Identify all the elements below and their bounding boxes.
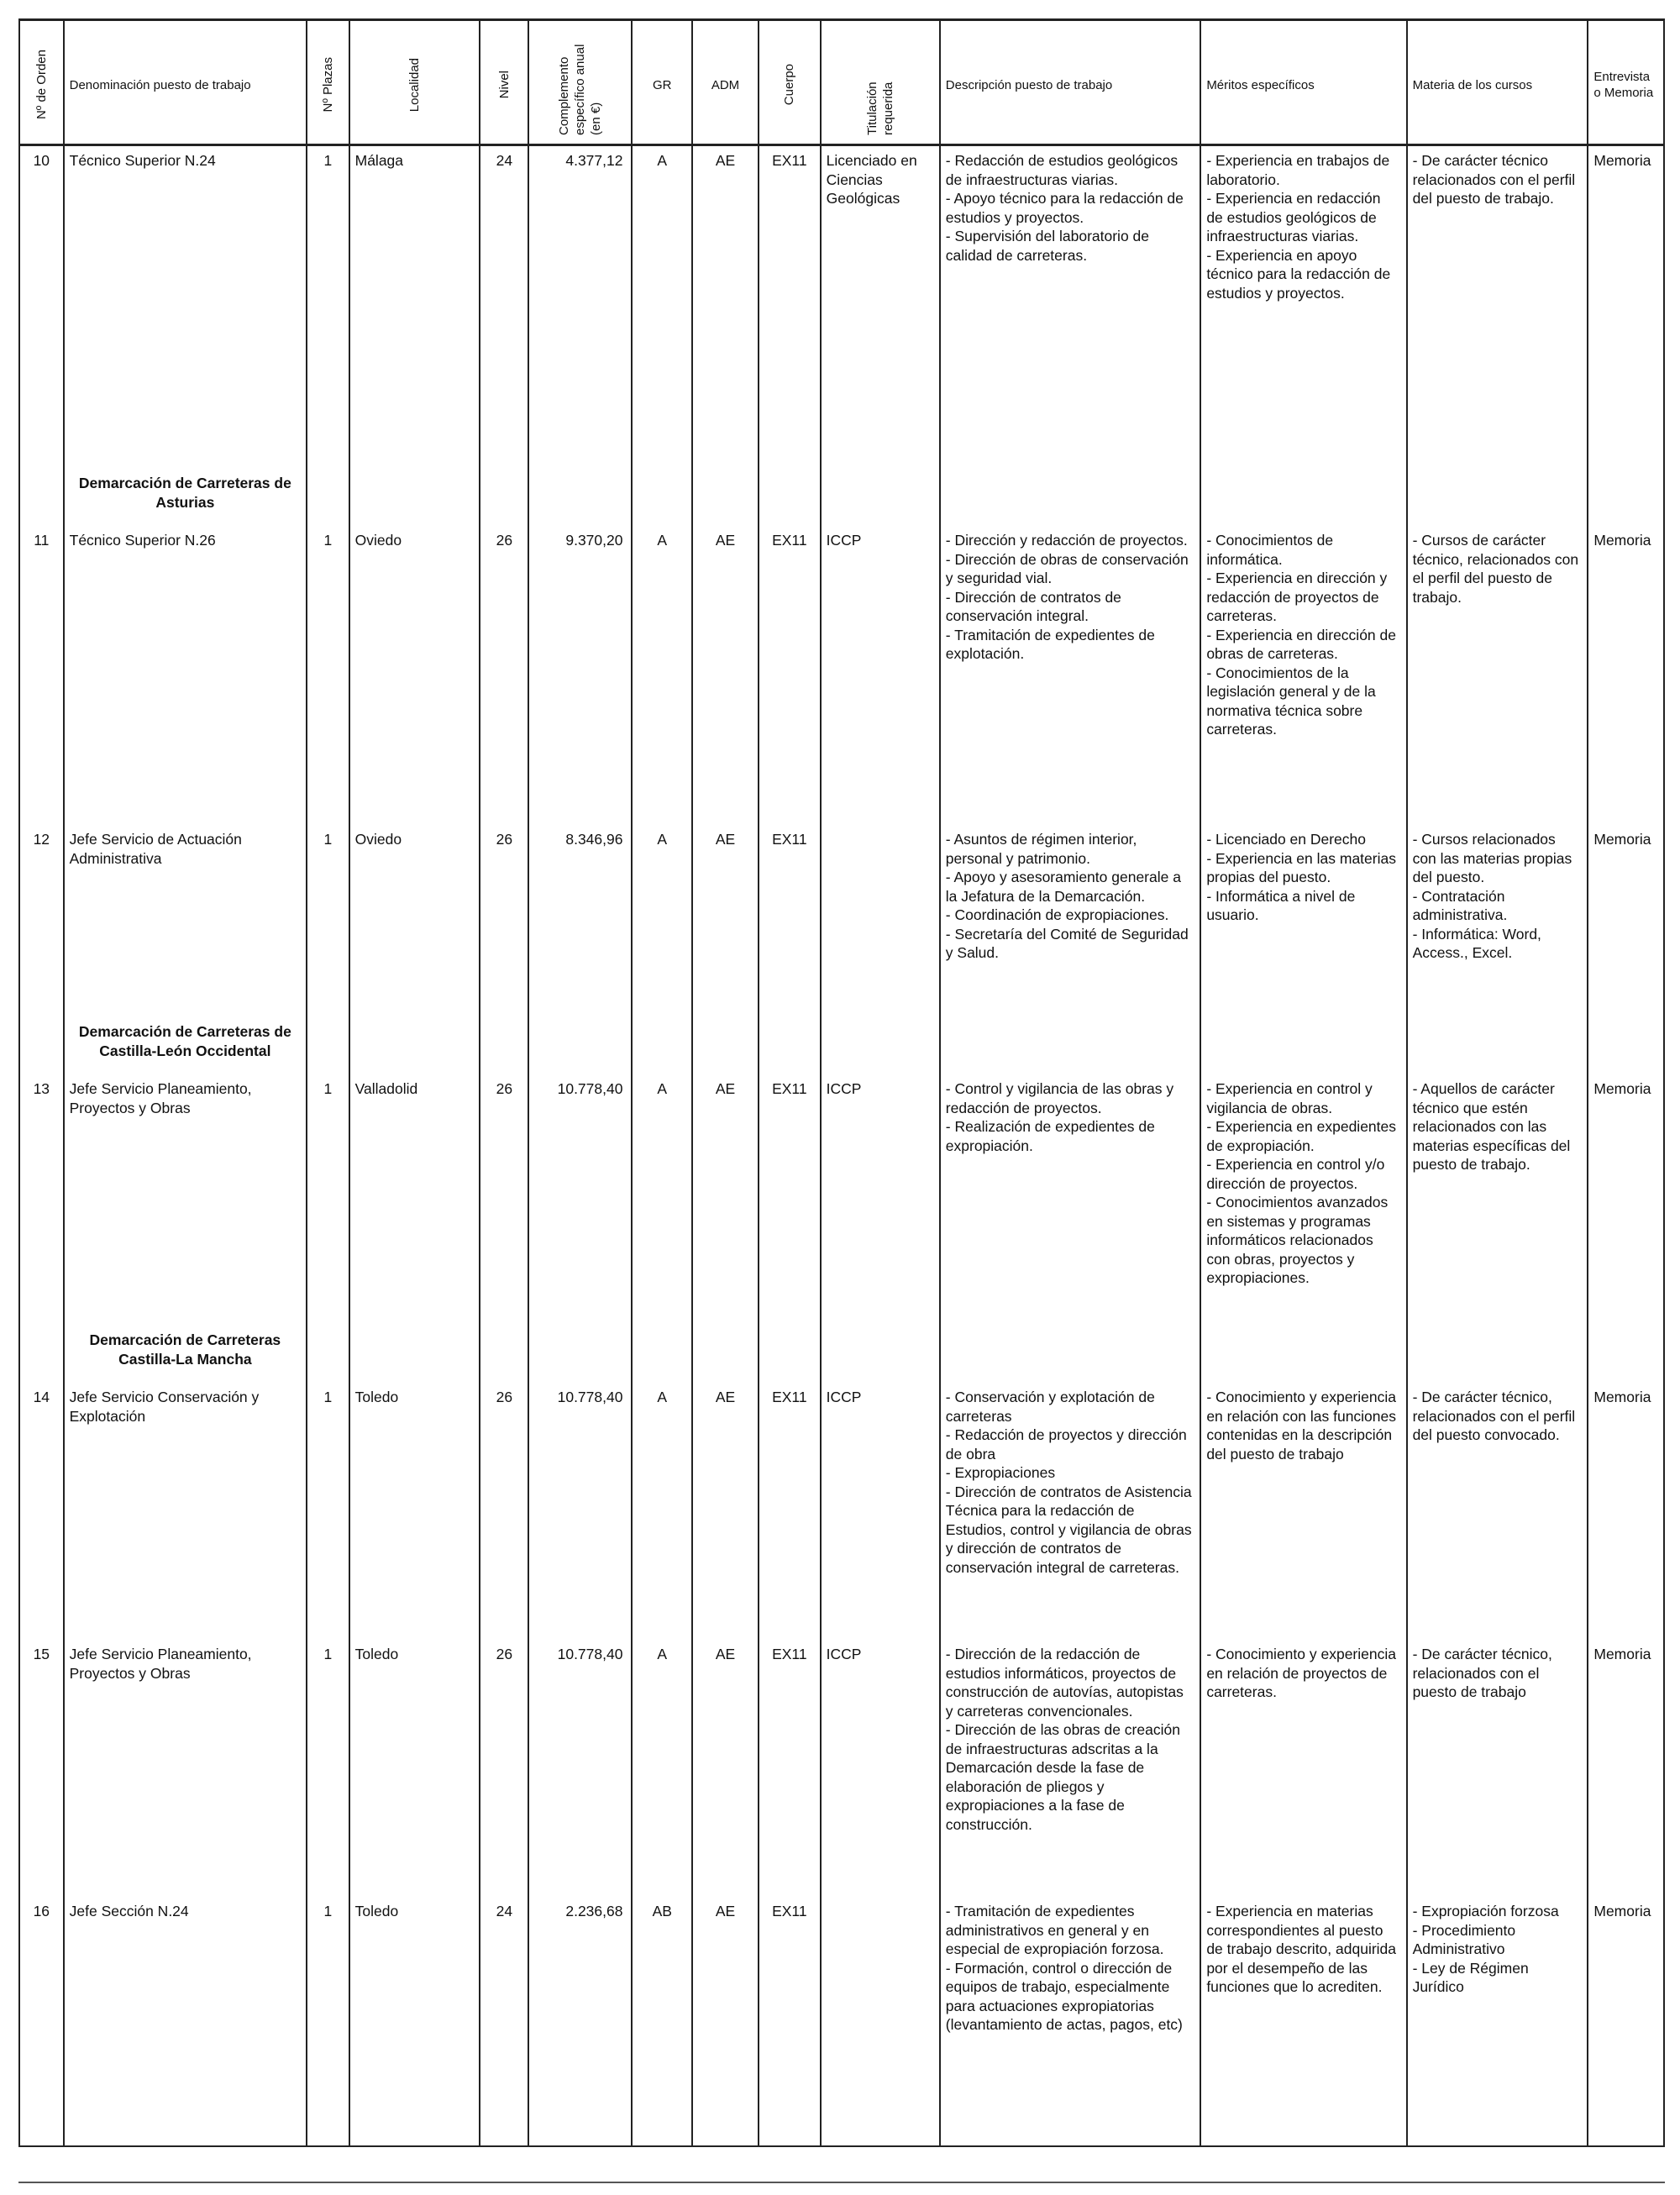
- cell-denominacion: Jefe Servicio Planeamiento, Proyectos y Obras: [64, 1074, 307, 1319]
- cell-meritos: [1200, 1897, 1406, 2146]
- table-row: [19, 1074, 1664, 1319]
- meritos-line: - Conocimientos de informática.: [1206, 532, 1334, 568]
- cell-meritos: [1200, 825, 1406, 1011]
- cell-titulacion: ICCP: [821, 526, 940, 825]
- cell-plazas: 1: [307, 1074, 349, 1319]
- cell-cuerpo: EX11: [759, 1383, 821, 1640]
- descripcion-line: - Formación, control o dirección de equipos de trabajo, especialmente para actuaciones expropiatorias (levantamiento de actas, pagos, etc): [945, 1959, 1183, 2033]
- cell-entrevista: Memoria: [1588, 526, 1664, 825]
- header-nivel: Nivel: [480, 20, 528, 145]
- cell-adm: AE: [692, 825, 759, 1011]
- cell-cuerpo: EX11: [759, 825, 821, 1011]
- cell-complemento: 4.377,12: [528, 145, 632, 463]
- descripcion-line: - Asuntos de régimen interior, personal y patrimonio.: [945, 831, 1137, 867]
- cell-nivel: 26: [480, 1074, 528, 1319]
- cell-localidad: Oviedo: [349, 526, 480, 825]
- cell-adm: AE: [692, 1074, 759, 1319]
- meritos-line: - Experiencia en redacción de estudios geológicos de infraestructuras viarias.: [1206, 190, 1381, 244]
- cell-gr: A: [632, 1640, 692, 1897]
- cell-adm: AE: [692, 1897, 759, 2146]
- table-row: [19, 825, 1664, 1011]
- cell-complemento: 2.236,68: [528, 1897, 632, 2146]
- cell-adm: AE: [692, 1383, 759, 1640]
- cell-orden: 10: [19, 145, 64, 463]
- cell-nivel: 24: [480, 145, 528, 463]
- header-entrevista: Entrevista o Memoria: [1588, 20, 1664, 145]
- cell-gr: A: [632, 1074, 692, 1319]
- cell-titulacion: ICCP: [821, 1074, 940, 1319]
- descripcion-line: - Supervisión del laboratorio de calidad de carreteras.: [945, 228, 1150, 264]
- meritos-line: - Experiencia en materias correspondientes al puesto de trabajo descrito, adquirida por el desempeño de las funciones que lo acrediten.: [1206, 1903, 1397, 1995]
- cell-plazas: 1: [307, 1383, 349, 1640]
- cell-cursos: [1407, 1897, 1588, 2146]
- cell-adm: AE: [692, 526, 759, 825]
- cell-gr: A: [632, 526, 692, 825]
- cell-complemento: 10.778,40: [528, 1640, 632, 1897]
- cell-nivel: 24: [480, 1897, 528, 2146]
- cursos-line: - Cursos de carácter técnico, relacionados con el perfil del puesto de trabajo.: [1412, 532, 1579, 606]
- cell-cuerpo: EX11: [759, 526, 821, 825]
- cell-cuerpo: EX11: [759, 1640, 821, 1897]
- cell-titulacion: ICCP: [821, 1640, 940, 1897]
- cell-gr: AB: [632, 1897, 692, 2146]
- meritos-line: - Licenciado en Derecho: [1206, 831, 1367, 848]
- cell-cursos: [1407, 1640, 1588, 1897]
- descripcion-line: - Dirección de las obras de creación de infraestructuras adscritas a la Demarcación desde la fase de elaboración de pliegos y expropiaciones a la fase de construcción.: [945, 1721, 1180, 1833]
- cell-cursos: [1407, 526, 1588, 825]
- section-row: [19, 1319, 1664, 1383]
- cell-nivel: 26: [480, 1640, 528, 1897]
- header-titulacion: Titulación requerida: [821, 20, 940, 145]
- cell-entrevista: Memoria: [1588, 1383, 1664, 1640]
- descripcion-line: - Dirección de contratos de conservación integral.: [945, 588, 1121, 624]
- header-meritos: Méritos específicos: [1200, 20, 1406, 145]
- cell-meritos: [1200, 1074, 1406, 1319]
- meritos-line: - Conocimiento y experiencia en relación de proyectos de carreteras.: [1206, 1646, 1396, 1700]
- cursos-line: - Cursos relacionados con las materias propias del puesto.: [1412, 831, 1572, 885]
- cell-descripcion: [940, 1074, 1201, 1319]
- cell-orden: 16: [19, 1897, 64, 2146]
- header-gr: GR: [632, 20, 692, 145]
- cell-adm: AE: [692, 145, 759, 463]
- meritos-line: - Experiencia en expedientes de expropiación.: [1206, 1118, 1397, 1154]
- cell-denominacion: Jefe Sección N.24: [64, 1897, 307, 2146]
- cursos-line: - Aquellos de carácter técnico que estén relacionados con las materias específicas del puesto de trabajo.: [1412, 1080, 1571, 1173]
- meritos-line: - Experiencia en dirección de obras de carreteras.: [1206, 626, 1396, 662]
- cell-localidad: Oviedo: [349, 825, 480, 1011]
- descripcion-line: - Secretaría del Comité de Seguridad y Salud.: [945, 925, 1189, 961]
- cell-complemento: 10.778,40: [528, 1074, 632, 1319]
- cell-localidad: Toledo: [349, 1897, 480, 2146]
- header-orden: Nº de Orden: [19, 20, 64, 145]
- cell-entrevista: Memoria: [1588, 825, 1664, 1011]
- descripcion-line: - Dirección y redacción de proyectos.: [945, 532, 1188, 549]
- header-localidad: Localidad: [349, 20, 480, 145]
- descripcion-line: - Tramitación de expedientes de explotación.: [945, 626, 1155, 662]
- cell-denominacion: Jefe Servicio de Actuación Administrativa: [64, 825, 307, 1011]
- cell-nivel: 26: [480, 1383, 528, 1640]
- cell-titulacion: [821, 1897, 940, 2146]
- cell-cuerpo: EX11: [759, 145, 821, 463]
- cell-meritos: [1200, 145, 1406, 463]
- table-row: [19, 1640, 1664, 1897]
- table-row: [19, 1383, 1664, 1640]
- cell-localidad: Valladolid: [349, 1074, 480, 1319]
- cursos-line: - De carácter técnico, relacionados con el perfil del puesto convocado.: [1412, 1389, 1576, 1443]
- cursos-line: - De carácter técnico, relacionados con el puesto de trabajo: [1412, 1646, 1552, 1700]
- meritos-line: - Informática a nivel de usuario.: [1206, 887, 1356, 923]
- cell-titulacion: ICCP: [821, 1383, 940, 1640]
- header-adm: ADM: [692, 20, 759, 145]
- table-header: [19, 20, 1664, 145]
- cell-cursos: [1407, 1383, 1588, 1640]
- header-descripcion: Descripción puesto de trabajo: [940, 20, 1201, 145]
- descripcion-line: - Tramitación de expedientes administrativos en general y en especial de expropiación forzosa.: [945, 1903, 1164, 1957]
- section-heading: Demarcación de Carreteras Castilla-La Mancha: [89, 1331, 281, 1368]
- descripcion-line: - Dirección de obras de conservación y seguridad vial.: [945, 550, 1189, 586]
- cell-orden: 13: [19, 1074, 64, 1319]
- cell-titulacion: Licenciado en Ciencias Geológicas: [821, 145, 940, 463]
- meritos-line: - Conocimientos avanzados en sistemas y programas informáticos relacionados con obras, proyectos y expropiaciones.: [1206, 1194, 1389, 1286]
- cell-plazas: 1: [307, 145, 349, 463]
- descripcion-line: - Dirección de la redacción de estudios informáticos, proyectos de construcción de autovías, autopistas y carreteras convencionales.: [945, 1646, 1184, 1720]
- cell-entrevista: Memoria: [1588, 1897, 1664, 2146]
- section-heading: Demarcación de Carreteras de Castilla-León Occidental: [78, 1023, 291, 1059]
- cell-cursos: [1407, 825, 1588, 1011]
- cell-meritos: [1200, 526, 1406, 825]
- cell-descripcion: [940, 145, 1201, 463]
- cell-complemento: 10.778,40: [528, 1383, 632, 1640]
- cell-localidad: Toledo: [349, 1383, 480, 1640]
- cell-entrevista: Memoria: [1588, 1640, 1664, 1897]
- cell-titulacion: [821, 825, 940, 1011]
- meritos-line: - Experiencia en apoyo técnico para la redacción de estudios y proyectos.: [1206, 246, 1391, 302]
- cell-descripcion: [940, 825, 1201, 1011]
- cursos-line: - Contratación administrativa.: [1412, 887, 1508, 923]
- cell-descripcion: [940, 526, 1201, 825]
- section-row: [19, 462, 1664, 526]
- cell-cursos: [1407, 145, 1588, 463]
- table-row: [19, 526, 1664, 825]
- descripcion-line: - Coordinación de expropiaciones.: [945, 906, 1169, 923]
- cell-cursos: [1407, 1074, 1588, 1319]
- cell-cuerpo: EX11: [759, 1897, 821, 2146]
- cell-denominacion: Técnico Superior N.24: [64, 145, 307, 463]
- section-row: [19, 1011, 1664, 1074]
- cell-nivel: 26: [480, 526, 528, 825]
- cell-complemento: 8.346,96: [528, 825, 632, 1011]
- table-row: [19, 145, 1664, 463]
- descripcion-line: - Expropiaciones: [945, 1464, 1056, 1481]
- header-cursos: Materia de los cursos: [1407, 20, 1588, 145]
- cell-meritos: [1200, 1640, 1406, 1897]
- cell-orden: 15: [19, 1640, 64, 1897]
- descripcion-line: - Dirección de contratos de Asistencia Técnica para la redacción de Estudios, control y vigilancia de obras y dirección de contratos de conservación integral de carreteras.: [945, 1483, 1192, 1576]
- descripcion-line: - Redacción de estudios geológicos de infraestructuras viarias.: [945, 152, 1179, 188]
- cell-descripcion: [940, 1640, 1201, 1897]
- cell-entrevista: Memoria: [1588, 1074, 1664, 1319]
- cell-localidad: Toledo: [349, 1640, 480, 1897]
- header-cuerpo: Cuerpo: [759, 20, 821, 145]
- descripcion-line: - Conservación y explotación de carreteras: [945, 1389, 1155, 1425]
- meritos-line: - Experiencia en control y/o dirección de proyectos.: [1206, 1156, 1385, 1192]
- meritos-line: - Experiencia en control y vigilancia de obras.: [1206, 1080, 1373, 1116]
- section-heading: Demarcación de Carreteras de Asturias: [78, 475, 291, 511]
- table-row: [19, 1897, 1664, 2146]
- header-complemento: Complemento específico anual (en €): [528, 20, 632, 145]
- cell-plazas: 1: [307, 1897, 349, 2146]
- meritos-line: - Conocimiento y experiencia en relación con las funciones contenidas en la descripción del puesto de trabajo: [1206, 1389, 1397, 1462]
- descripcion-line: - Apoyo y asesoramiento generale a la Jefatura de la Demarcación.: [945, 869, 1181, 905]
- descripcion-line: - Control y vigilancia de las obras y redacción de proyectos.: [945, 1080, 1174, 1116]
- page-bottom-rule: [18, 2182, 1665, 2183]
- descripcion-line: - Apoyo técnico para la redacción de estudios y proyectos.: [945, 190, 1184, 226]
- cell-entrevista: Memoria: [1588, 145, 1664, 463]
- cell-gr: A: [632, 145, 692, 463]
- cell-complemento: 9.370,20: [528, 526, 632, 825]
- cursos-line: - Procedimiento Administrativo: [1412, 1921, 1516, 1957]
- cell-descripcion: [940, 1897, 1201, 2146]
- cell-localidad: Málaga: [349, 145, 480, 463]
- cell-plazas: 1: [307, 825, 349, 1011]
- cursos-line: - Expropiación forzosa: [1412, 1903, 1559, 1919]
- cell-cuerpo: EX11: [759, 1074, 821, 1319]
- cell-gr: A: [632, 1383, 692, 1640]
- cursos-line: - Informática: Word, Access., Excel.: [1412, 925, 1541, 961]
- cell-denominacion: Jefe Servicio Planeamiento, Proyectos y Obras: [64, 1640, 307, 1897]
- table-body: [19, 145, 1664, 2147]
- cell-orden: 14: [19, 1383, 64, 1640]
- descripcion-line: - Redacción de proyectos y dirección de obra: [945, 1426, 1187, 1462]
- cell-meritos: [1200, 1383, 1406, 1640]
- meritos-line: - Conocimientos de la legislación general y de la normativa técnica sobre carreteras.: [1206, 664, 1376, 738]
- meritos-line: - Experiencia en las materias propias del puesto.: [1206, 849, 1396, 885]
- cell-plazas: 1: [307, 526, 349, 825]
- header-denominacion: Denominación puesto de trabajo: [64, 20, 307, 145]
- header-plazas: Nº Plazas: [307, 20, 349, 145]
- cell-adm: AE: [692, 1640, 759, 1897]
- cell-plazas: 1: [307, 1640, 349, 1897]
- meritos-line: - Experiencia en trabajos de laboratorio.: [1206, 152, 1390, 188]
- cell-orden: 11: [19, 526, 64, 825]
- cell-orden: 12: [19, 825, 64, 1011]
- document-page: [18, 18, 1665, 2182]
- cell-denominacion: Jefe Servicio Conservación y Explotación: [64, 1383, 307, 1640]
- descripcion-line: - Realización de expedientes de expropiación.: [945, 1118, 1155, 1154]
- cell-denominacion: Técnico Superior N.26: [64, 526, 307, 825]
- cursos-line: - De carácter técnico relacionados con el perfil del puesto de trabajo.: [1412, 152, 1576, 207]
- job-positions-table: [18, 18, 1665, 2147]
- cursos-line: - Ley de Régimen Jurídico: [1412, 1959, 1529, 1995]
- cell-gr: A: [632, 825, 692, 1011]
- cell-nivel: 26: [480, 825, 528, 1011]
- meritos-line: - Experiencia en dirección y redacción de proyectos de carreteras.: [1206, 570, 1388, 624]
- cell-descripcion: [940, 1383, 1201, 1640]
